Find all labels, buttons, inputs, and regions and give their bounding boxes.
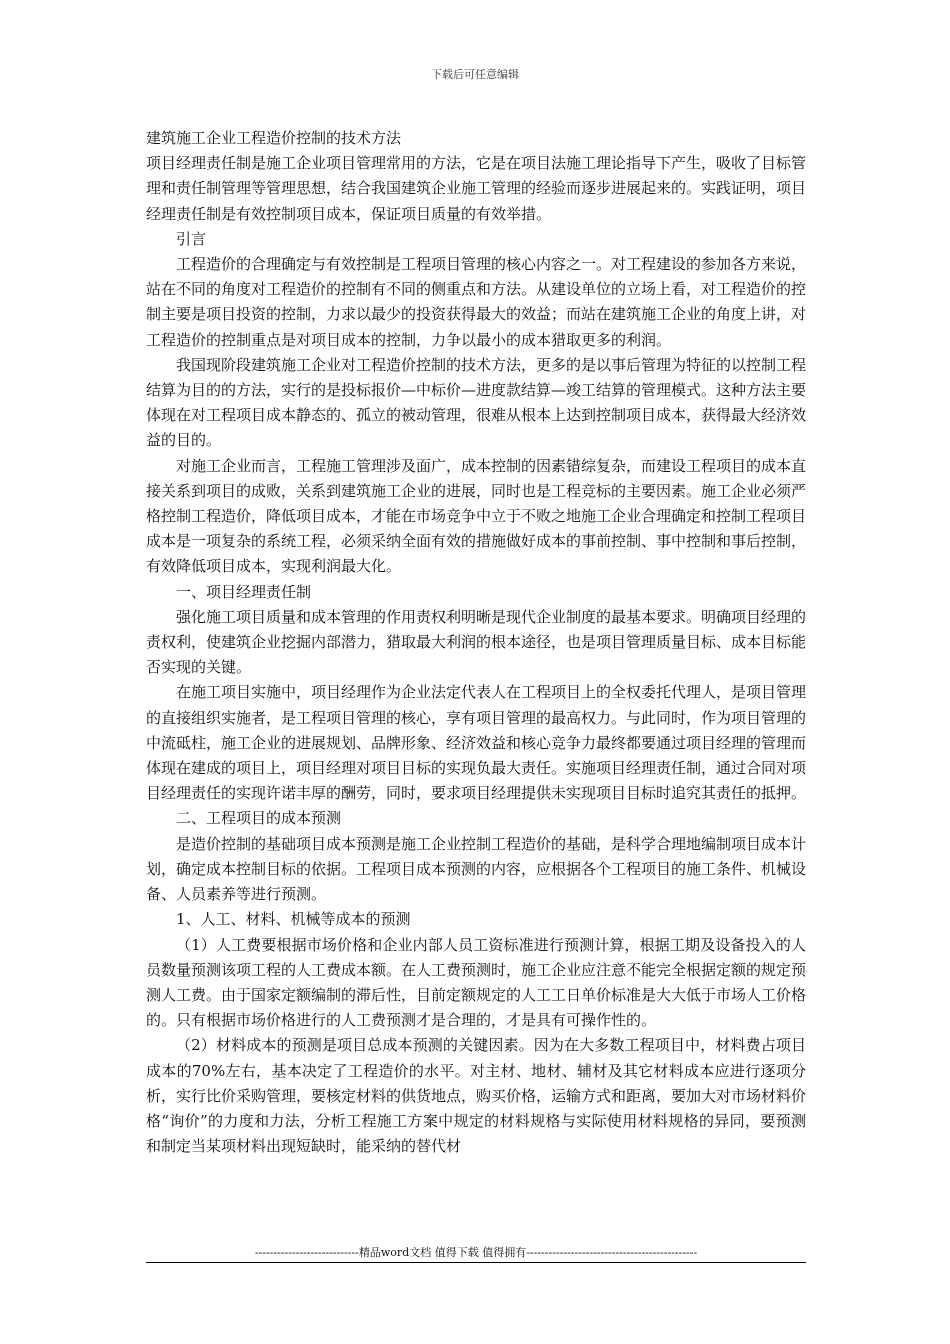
page-footer: ----------------------------精品word文档 值得下载 值得拥有---------------------------------------------- xyxy=(254,1246,698,1259)
paragraph: 我国现阶段建筑施工企业对工程造价控制的技术方法，更多的是以事后管理为特征的以控制工程结算为目的的方法，实行的是投标报价—中标价—进度款结算—竣工结算的管理模式。这种方法主要体现在对工程项目成本静态的、孤立的被动管理，很难从根本上达到控制项目成本，获得最大经济效益的目的。 xyxy=(146,355,807,450)
paragraph: （1）人工费要根据市场价格和企业内部人员工资标准进行预测计算，根据工期及设备投入的人员数量预测该项工程的人工费成本额。在人工费预测时，施工企业应注意不能完全根据定额的规定预测人工费。由于国家定额编制的滞后性，目前定额规定的人工工日单价标准是大大低于市场人工价格的。只有根据市场价格进行的人工费预测才是合理的，才是具有可操作性的。 xyxy=(146,935,807,1030)
paragraph: 项目经理责任制是施工企业项目管理常用的方法，它是在项目法施工理论指导下产生，吸收了目标管理和责任制管理等管理思想，结合我国建筑企业施工管理的经验而逐步进展起来的。实践证明，项目经理责任制是有效控制项目成本，保证项目质量的有效举措。 xyxy=(146,154,807,223)
paragraph: 强化施工项目质量和成本管理的作用责权利明晰是现代企业制度的最基本要求。明确项目经理的责权利，使建筑企业挖掘内部潜力，猎取最大利润的根本途径，也是项目管理质量目标、成本目标能否实现的关键。 xyxy=(146,607,807,677)
paragraph: 工程造价的合理确定与有效控制是工程项目管理的核心内容之一。对工程建设的参加各方来说，站在不同的角度对工程造价的控制有不同的侧重点和方法。从建设单位的立场上看，对工程造价的控制主要是项目投资的控制，力求以最少的投资获得最大的效益；而站在建筑施工企业的角度上讲，对工程造价的控制重点是对项目成本的控制，力争以最小的成本猎取更多的利润。 xyxy=(146,255,807,349)
document-body xyxy=(146,126,806,1159)
paragraph: 是造价控制的基础项目成本预测是施工企业控制工程造价的基础，是科学合理地编制项目成本计划，确定成本控制目标的依据。工程项目成本预测的内容，应根据各个工程项目的施工条件、机械设备、人员素养等进行预测。 xyxy=(146,834,807,904)
page-header: 下载后可任意编辑 xyxy=(431,68,519,81)
paragraph: 在施工项目实施中，项目经理作为企业法定代表人在工程项目上的全权委托代理人，是项目管理的直接组织实施者，是工程项目管理的核心，享有项目管理的最高权力。与此同时，作为项目管理的中流砥柱，施工企业的进展规划、品牌形象、经济效益和核心竞争力最终都要通过项目经理的管理而体现在建成的项目上，项目经理对项目目标的实现负最大责任。实施项目经理责任制，通过合同对项目经理责任的实现许诺丰厚的酬劳，同时，要求项目经理提供未实现项目目标时追究其责任的抵押。 xyxy=(146,683,807,803)
paragraph: （2）材料成本的预测是项目总成本预测的关键因素。因为在大多数工程项目中，材料费占项目成本的70%左右，基本决定了工程造价的水平。对主材、地材、辅材及其它材料成本应进行逐项分析，实行比价采购管理，要核定材料的供货地点，购买价格，运输方式和距离，要加大对市场材料价格“询价”的力度和力法，分析工程施工方案中规定的材料规格与实际使用材料规格的异同，要预测和制定当某项材料出现短缺时，能采纳的替代材 xyxy=(146,1036,807,1156)
section-heading-1: 一、项目经理责任制 xyxy=(176,582,312,601)
document-title: 建筑施工企业工程造价控制的技术方法 xyxy=(146,129,402,147)
paragraph: 对施工企业而言，工程施工管理涉及面广，成本控制的因素错综复杂，而建设工程项目的成本直接关系到项目的成败，关系到建筑施工企业的进展，同时也是工程竞标的主要因素。施工企业必须严格控制工程造价，降低项目成本，才能在市场竞争中立于不败之地施工企业合理确定和控制工程项目成本是一项复杂的系统工程，必须采纳全面有效的措施做好成本的事前控制、事中控制和事后控制，有效降低项目成本，实现利润最大化。 xyxy=(146,456,807,576)
section-heading-intro: 引言 xyxy=(176,229,207,248)
subsection-heading: 1、人工、材料、机械等成本的预测 xyxy=(176,910,411,929)
footer-rule xyxy=(146,1262,806,1263)
section-heading-2: 二、工程项目的成本预测 xyxy=(176,809,342,828)
